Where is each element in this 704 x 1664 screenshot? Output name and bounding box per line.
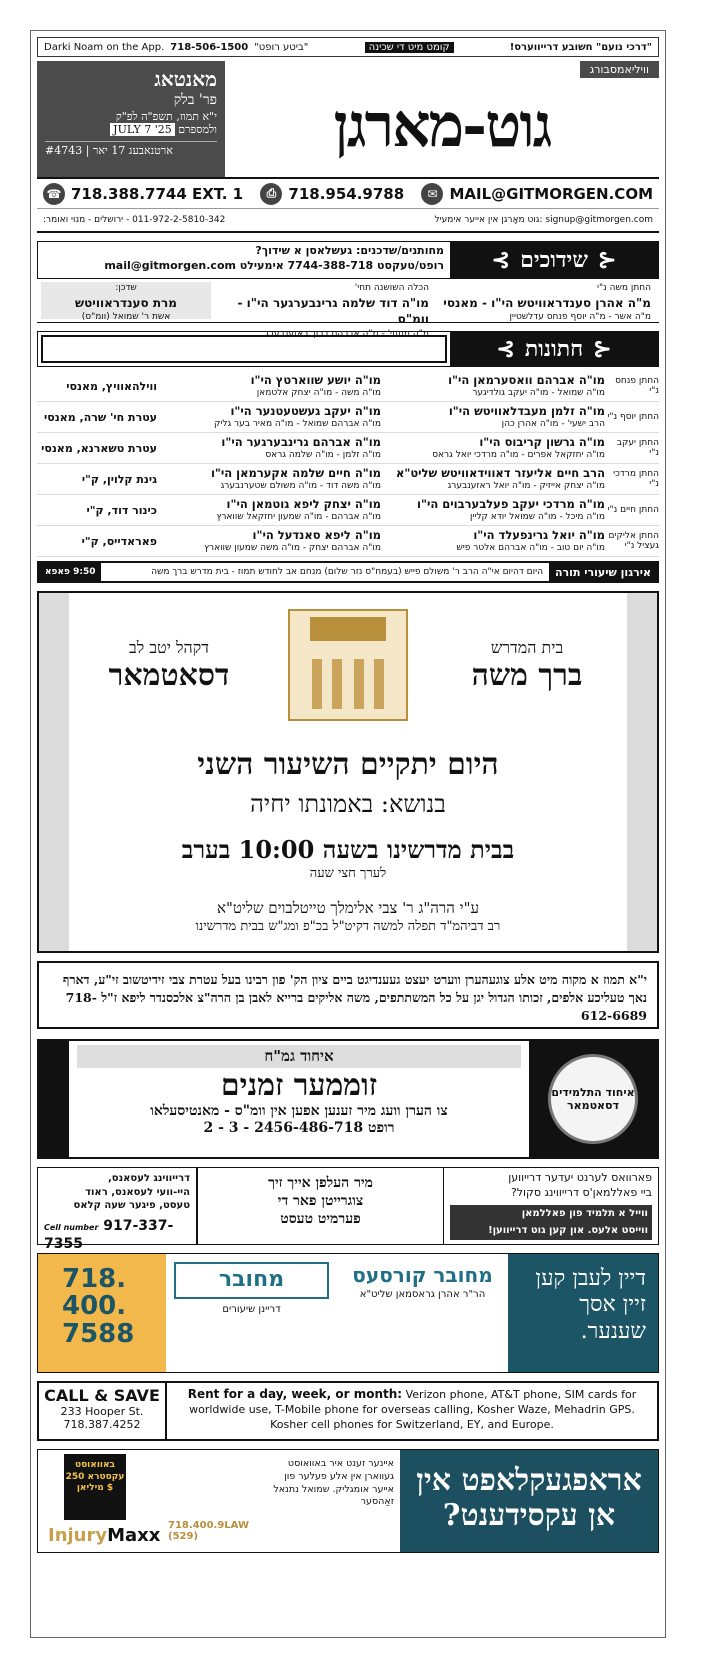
subscribe-row: [37, 209, 659, 233]
shadchan-name: מרת סענדראוויטש: [75, 295, 177, 310]
injury-headline: אראפגעקלאפט אין אן עקסידענט?: [400, 1450, 658, 1552]
ad-left-small: דקהל יטב לב: [129, 637, 209, 657]
drive-phone[interactable]: 917-337-7355: [44, 1217, 174, 1253]
phone-main[interactable]: 718.388.7744 EXT. 1: [71, 184, 244, 203]
chasunos-section: [37, 331, 659, 367]
kursus-ad: [37, 1253, 659, 1373]
shiduch-bride-label: הכלה השושנה תחי': [354, 283, 429, 293]
injury-mid-text: איינער זענט איר באוואוסט געווארן אין אלע פעלער פון אייער אומגליק. שמואל נתנאל זאַהסער: [273, 1458, 394, 1508]
drive-question-1: פארוואס לערנט יעדער דרייווען: [508, 1171, 652, 1184]
hebrew-date-2: ולמספרם: [178, 123, 217, 137]
gmach-phone[interactable]: רופט 2456-486-718 - 3 - 2: [203, 1120, 395, 1136]
weekday: מאנטאג: [154, 67, 217, 91]
shiur-text: היום דהיום אי"ה הרב ר' משולם פייש (בעמח"ס נזר שלום) מנחם אב לחודש תמוז - בית מדרש ברך משה: [151, 567, 543, 577]
list-item: החתן מרדכי נ"י הרב חיים אליעזר דאווידאוויטש שליט"א מו"ה יצחק אייזיק - מו"ה יואל ראזענבערג מו"ה חיים שלמה אקערמאן הי"ו מו"ה משה דוד - מו"ה משולם שטערנבערג גינת קלוין, ק"י: [37, 464, 659, 495]
kursus-teacher: הר"ר אהרן גראסמאן שליט"א: [359, 1289, 486, 1300]
kursus-slogan: דיין לעבן קען זיין אסך שענער.: [508, 1254, 658, 1372]
mechubar-sub: דריינן שיעורים: [222, 1303, 281, 1315]
cell-label: Cell number: [44, 1222, 99, 1232]
shiduch-groom-label: החתן משה נ"י: [597, 283, 651, 293]
drive-lessons-1: דרייווינג לעסאנס,: [108, 1173, 190, 1184]
ad-topic: בנושא: באמונתו יחיה: [250, 790, 446, 818]
building-logo-icon: [288, 609, 408, 721]
shadchan-label: שדכן:: [115, 283, 137, 293]
kursus-title: מחובר קורסעס: [352, 1263, 493, 1287]
drive-answer-1: ווייל א תלמיד פון פאללמאן: [450, 1205, 652, 1223]
chasunos-list: [37, 371, 659, 557]
newspaper-title: גוט-מארגן: [333, 91, 551, 161]
shiduchim-contact: [38, 242, 450, 278]
chasunos-blank-bar: [41, 335, 447, 363]
hebrew-date: י"א תמוז, תשפ"ה לפ"ק: [115, 109, 217, 123]
call-phone[interactable]: 718.387.4252: [63, 1418, 141, 1431]
list-item: החתן יעקב נ"י מו"ה גרשון קריבוס הי"ו מו"ה יחזקאל אפרים - מו"ה מרדכי יואל גראס מו"ה אברהם גרינבערגער הי"ו מו"ה זלמן - מו"ה שלמה גראס עטרת טשארנא, מאנסי: [37, 433, 659, 464]
list-item: החתן אליקים געציל נ"י מו"ה יואל גרינפעלד הי"ו מו"ה יום טוב - מו"ה אברהם אלטר פיש מו"ה ליפא סאנדעל הי"ו מו"ה אברהם יצחק - מו"ה משה שמעון שווארץ פאראדייס, ק"י: [37, 526, 659, 557]
contact-row: [37, 177, 659, 209]
shiduchim-section: [37, 241, 659, 279]
newspaper-page: [30, 30, 666, 1638]
issue-number: #4743 | ארטנאבעג 17 יאר: [45, 141, 217, 158]
seal-container: [529, 1041, 657, 1157]
injurymaxx-logo: InjuryMaxx: [48, 1525, 161, 1546]
ad-speaker-title: רב דביהמ"ד תפלה למשה דקיט"ל בכ"פ ומג"ש בבית מדרשינו: [195, 919, 501, 934]
edition-box: [37, 61, 225, 177]
mechubar-logo: מחובר: [174, 1262, 329, 1299]
parsha: פר' בלק: [173, 92, 217, 108]
shiduch-bride-grandparents: מ"ה מתתי' - מ"ה אברהם ברוך ראזענבערג: [265, 329, 429, 340]
shiur-label: אירגון שיעורי תורה: [549, 563, 657, 581]
shiduchim-contact-line2: רופט/טעקסט 7744-388-718 אימעילט mail@gitmorgen.com: [104, 258, 444, 272]
top-ad-bar: [37, 37, 659, 57]
drive-answer-2: ווייסט אלעס. און קען גוט דרייווען!: [450, 1222, 652, 1240]
ad-speaker: ע"י הרה"ג ר' צבי אלימלך טייטלבוים שליט"א: [216, 899, 480, 917]
gmach-band: איחוד גמ"ח: [77, 1045, 521, 1068]
shiduch-bride-parents: מו"ה דוד שלמה גרינבערגער הי"ו - וומ"ס: [237, 295, 429, 327]
call-title: CALL & SAVE: [44, 1386, 160, 1405]
fax-icon: ⎙: [260, 183, 282, 205]
ad-right-small: בית המדרש: [490, 637, 564, 657]
jerusalem-line: 011-972-2-5810-342 - ירושלים - מנוי ואומר:: [43, 215, 226, 225]
newspaper-logo: [225, 61, 659, 177]
drive-lessons-3: טעסט, פיגער שעה קלאס: [73, 1200, 190, 1211]
driving-school-ad: [37, 1167, 659, 1253]
mail-icon: ✉: [421, 183, 443, 205]
email-link[interactable]: MAIL@GITMORGEN.COM: [449, 184, 653, 203]
ad-duration: לערך חצי שעה: [309, 866, 387, 881]
injury-ad: [37, 1449, 659, 1553]
ad-left-big: דסאטמאר: [108, 657, 230, 693]
gmach-line: צו הערן וועג מיר זענען אפען אין וומ"ס - מאנטיסעלאו: [150, 1103, 448, 1119]
shiduchim-contact-line1: מחותנים/שדכנים: געשלאסן א שידוך?: [255, 244, 444, 257]
drive-pitch-3: פערמיט טעסט: [280, 1211, 361, 1228]
app-text: Darki Noam on the App.: [44, 41, 165, 53]
drive-pitch-2: צוגרייטן פאר די: [277, 1193, 364, 1210]
shiduch-entry: [37, 279, 659, 340]
ad-headline: היום יתקיים השיעור השני: [197, 747, 499, 782]
ad-text-a: "ביטע רופט": [254, 41, 309, 53]
shiur-bar: [37, 561, 659, 583]
call-address: 233 Hooper St.: [60, 1405, 144, 1418]
mikva-notice: י"א תמוז א מקוה מיט אלע צוגעהערן ווערט יעצט געענדיגט ביים ציון הק' פון רבינו בעל עטרת צבי זידיטשוב זי"ע, דארף נאך טעליכע אלפים, זכותו הגדול יגן על כל המשתתפים, משה אליקים ברייא לאבן בן הרה"צ אלכסנדר ליפא ז"ל 718-612-6689: [37, 961, 659, 1029]
shiduch-groom-parents: מ"ה אהרן סענדראוויטש הי"ו - מאנסי: [443, 295, 651, 310]
gmach-headline: זוממער זמנים: [220, 1068, 378, 1103]
call-save-ad: [37, 1381, 659, 1441]
top-phone[interactable]: 718-506-1500: [170, 41, 249, 53]
seal-icon: איחוד התלמידים דסאטמאר: [548, 1054, 638, 1144]
masthead: [37, 61, 659, 177]
phone-icon: ☎: [43, 183, 65, 205]
chasunos-header: ⊰ חתונות ⊱: [450, 332, 658, 366]
drive-question-2: ביי פאללמאן'ס דרייווינג סקול?: [510, 1185, 652, 1199]
ad-text-c: "דרכי נועם" חשובע דרייווערס!: [509, 41, 652, 53]
gmach-ad: [37, 1039, 659, 1159]
list-item: החתן חיים נ"י מו"ה מרדכי יעקב פעלבערבוים הי"ו מו"ה מיכל - מו"ה שמואל יודא קליין מו"ה יצחק ליפא גוטמאן הי"ו מו"ה אברהם - מו"ה שמעון יחזקאל שווארץ כינור דוד, ק"י: [37, 495, 659, 526]
phone-fax[interactable]: 718.954.9788: [288, 184, 405, 203]
injury-phone[interactable]: 718.400.9LAW (529): [168, 1520, 249, 1542]
drive-pitch-1: מיר העלפן אייך זיך: [268, 1175, 373, 1191]
english-date: JULY 7 '25: [110, 123, 175, 136]
beis-medrash-ad: [37, 591, 659, 953]
shadchan-sub: אשת ר' שמואל (וומ"ס): [81, 312, 171, 323]
kursus-phone[interactable]: 718. 400. 7588: [38, 1254, 166, 1372]
locale-tab: וויליאמסבורג: [580, 61, 659, 78]
shiduch-groom-grandparents: מ"ה אשר - מ"ה יוסף פנחס עדלשטיין: [509, 312, 651, 323]
list-item: החתן פנחס נ"י מו"ה אברהם וואסערמאן הי"ו מו"ה שמואל - מו"ה יעקב גולדיגער מו"ה יושע שווארטץ הי"ו מו"ה משה - מו"ה יצחק אלטמאן ווילהאוויץ, מאנסי: [37, 371, 659, 402]
call-offer-text: Verizon phone, AT&T phone, SIM cards for worldwide use, T-Mobile phone for overseas calling, Kosher Waze, Mehadrin GPS. Kosher cell phones for Switzerland, EY, and Europe.: [189, 1388, 637, 1431]
award-badge-icon: באוואוסט עקסטרא 250 מיליאן $: [64, 1454, 126, 1520]
shiur-time: 9:50 פאפא: [39, 563, 101, 581]
ad-text-b: קומט מיט די שכינה: [365, 42, 454, 53]
ad-right-big: ברך משה: [471, 657, 583, 693]
shiduchim-header: ⊰ שידוכים ⊱: [450, 242, 658, 278]
list-item: החתן יוסף נ"י מו"ה זלמן מעבדלאוויטש הי"ו הרב ישעי' - מו"ה אהרן כהן מו"ה יעקב געשטעטנער הי"ו מו"ה אברהם שמואל - מו"ה מאיר בער גליק עטרת חי' שרה, מאנסי: [37, 402, 659, 433]
signup-line[interactable]: signup@gitmorgen.com :גוט מאָרגן אין אייער אימעיל: [434, 215, 653, 225]
ad-time: בבית מדרשינו בשעה 10:00 בערב: [181, 835, 515, 864]
call-offer-bold: Rent for a day, week, or month:: [187, 1387, 403, 1401]
drive-lessons-2: היי-וועי לעסאנס, ראוד: [85, 1186, 190, 1198]
